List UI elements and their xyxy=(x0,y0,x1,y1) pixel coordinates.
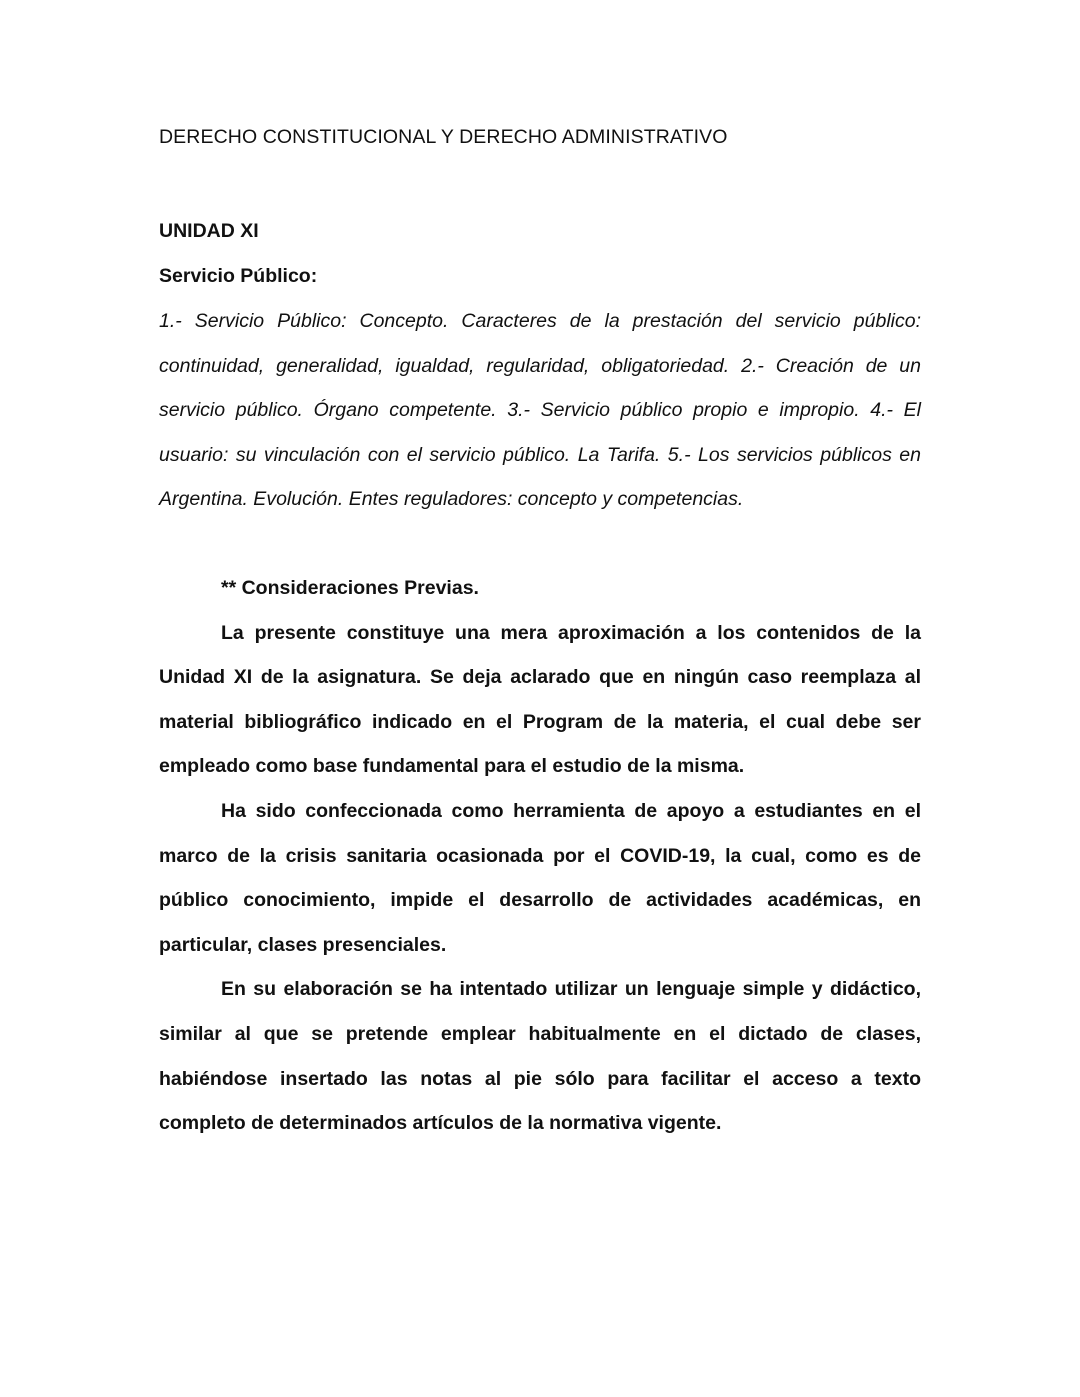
considerations-section xyxy=(159,566,921,1146)
considerations-heading: ** Consideraciones Previas. xyxy=(221,577,479,599)
section-subtitle: Servicio Público: xyxy=(159,265,318,287)
program-contents: 1.- Servicio Público: Concepto. Caracteres de la prestación del servicio público: continuidad, generalidad, igualdad, regularidad, obligatoriedad. 2.- Creación de un servicio público. Órgano competente. 3.- Servicio público propio e impropio. 4.- El usuario: su vinculación con el servicio público. La Tarifa. 5.- Los servicios públicos en Argentina. Evolución. Entes reguladores: concepto y competencias. xyxy=(159,310,921,511)
unit-heading: UNIDAD XI xyxy=(159,220,259,242)
paragraph-1: La presente constituye una mera aproximación a los contenidos de la Unidad XI de la asignatura. Se deja aclarado que en ningún caso reemplaza al material bibliográfico indicado en el Program de la materia, el cual debe ser empleado como base fundamental para el estudio de la misma. xyxy=(159,621,921,778)
paragraph-3: En su elaboración se ha intentado utilizar un lenguaje simple y didáctico, similar al que se pretende emplear habitualmente en el dictado de clases, habiéndose insertado las notas al pie sólo para facilitar el acceso a texto completo de determinados artículos de la normativa vigente. xyxy=(159,978,921,1135)
paragraph-2: Ha sido confeccionada como herramienta de apoyo a estudiantes en el marco de la crisis sanitaria ocasionada por el COVID-19, la cual, como es de público conocimiento, impide el desarrollo de actividades académicas, en particular, clases presenciales. xyxy=(159,799,921,956)
document-title: DERECHO CONSTITUCIONAL Y DERECHO ADMINISTRATIVO xyxy=(159,126,728,148)
